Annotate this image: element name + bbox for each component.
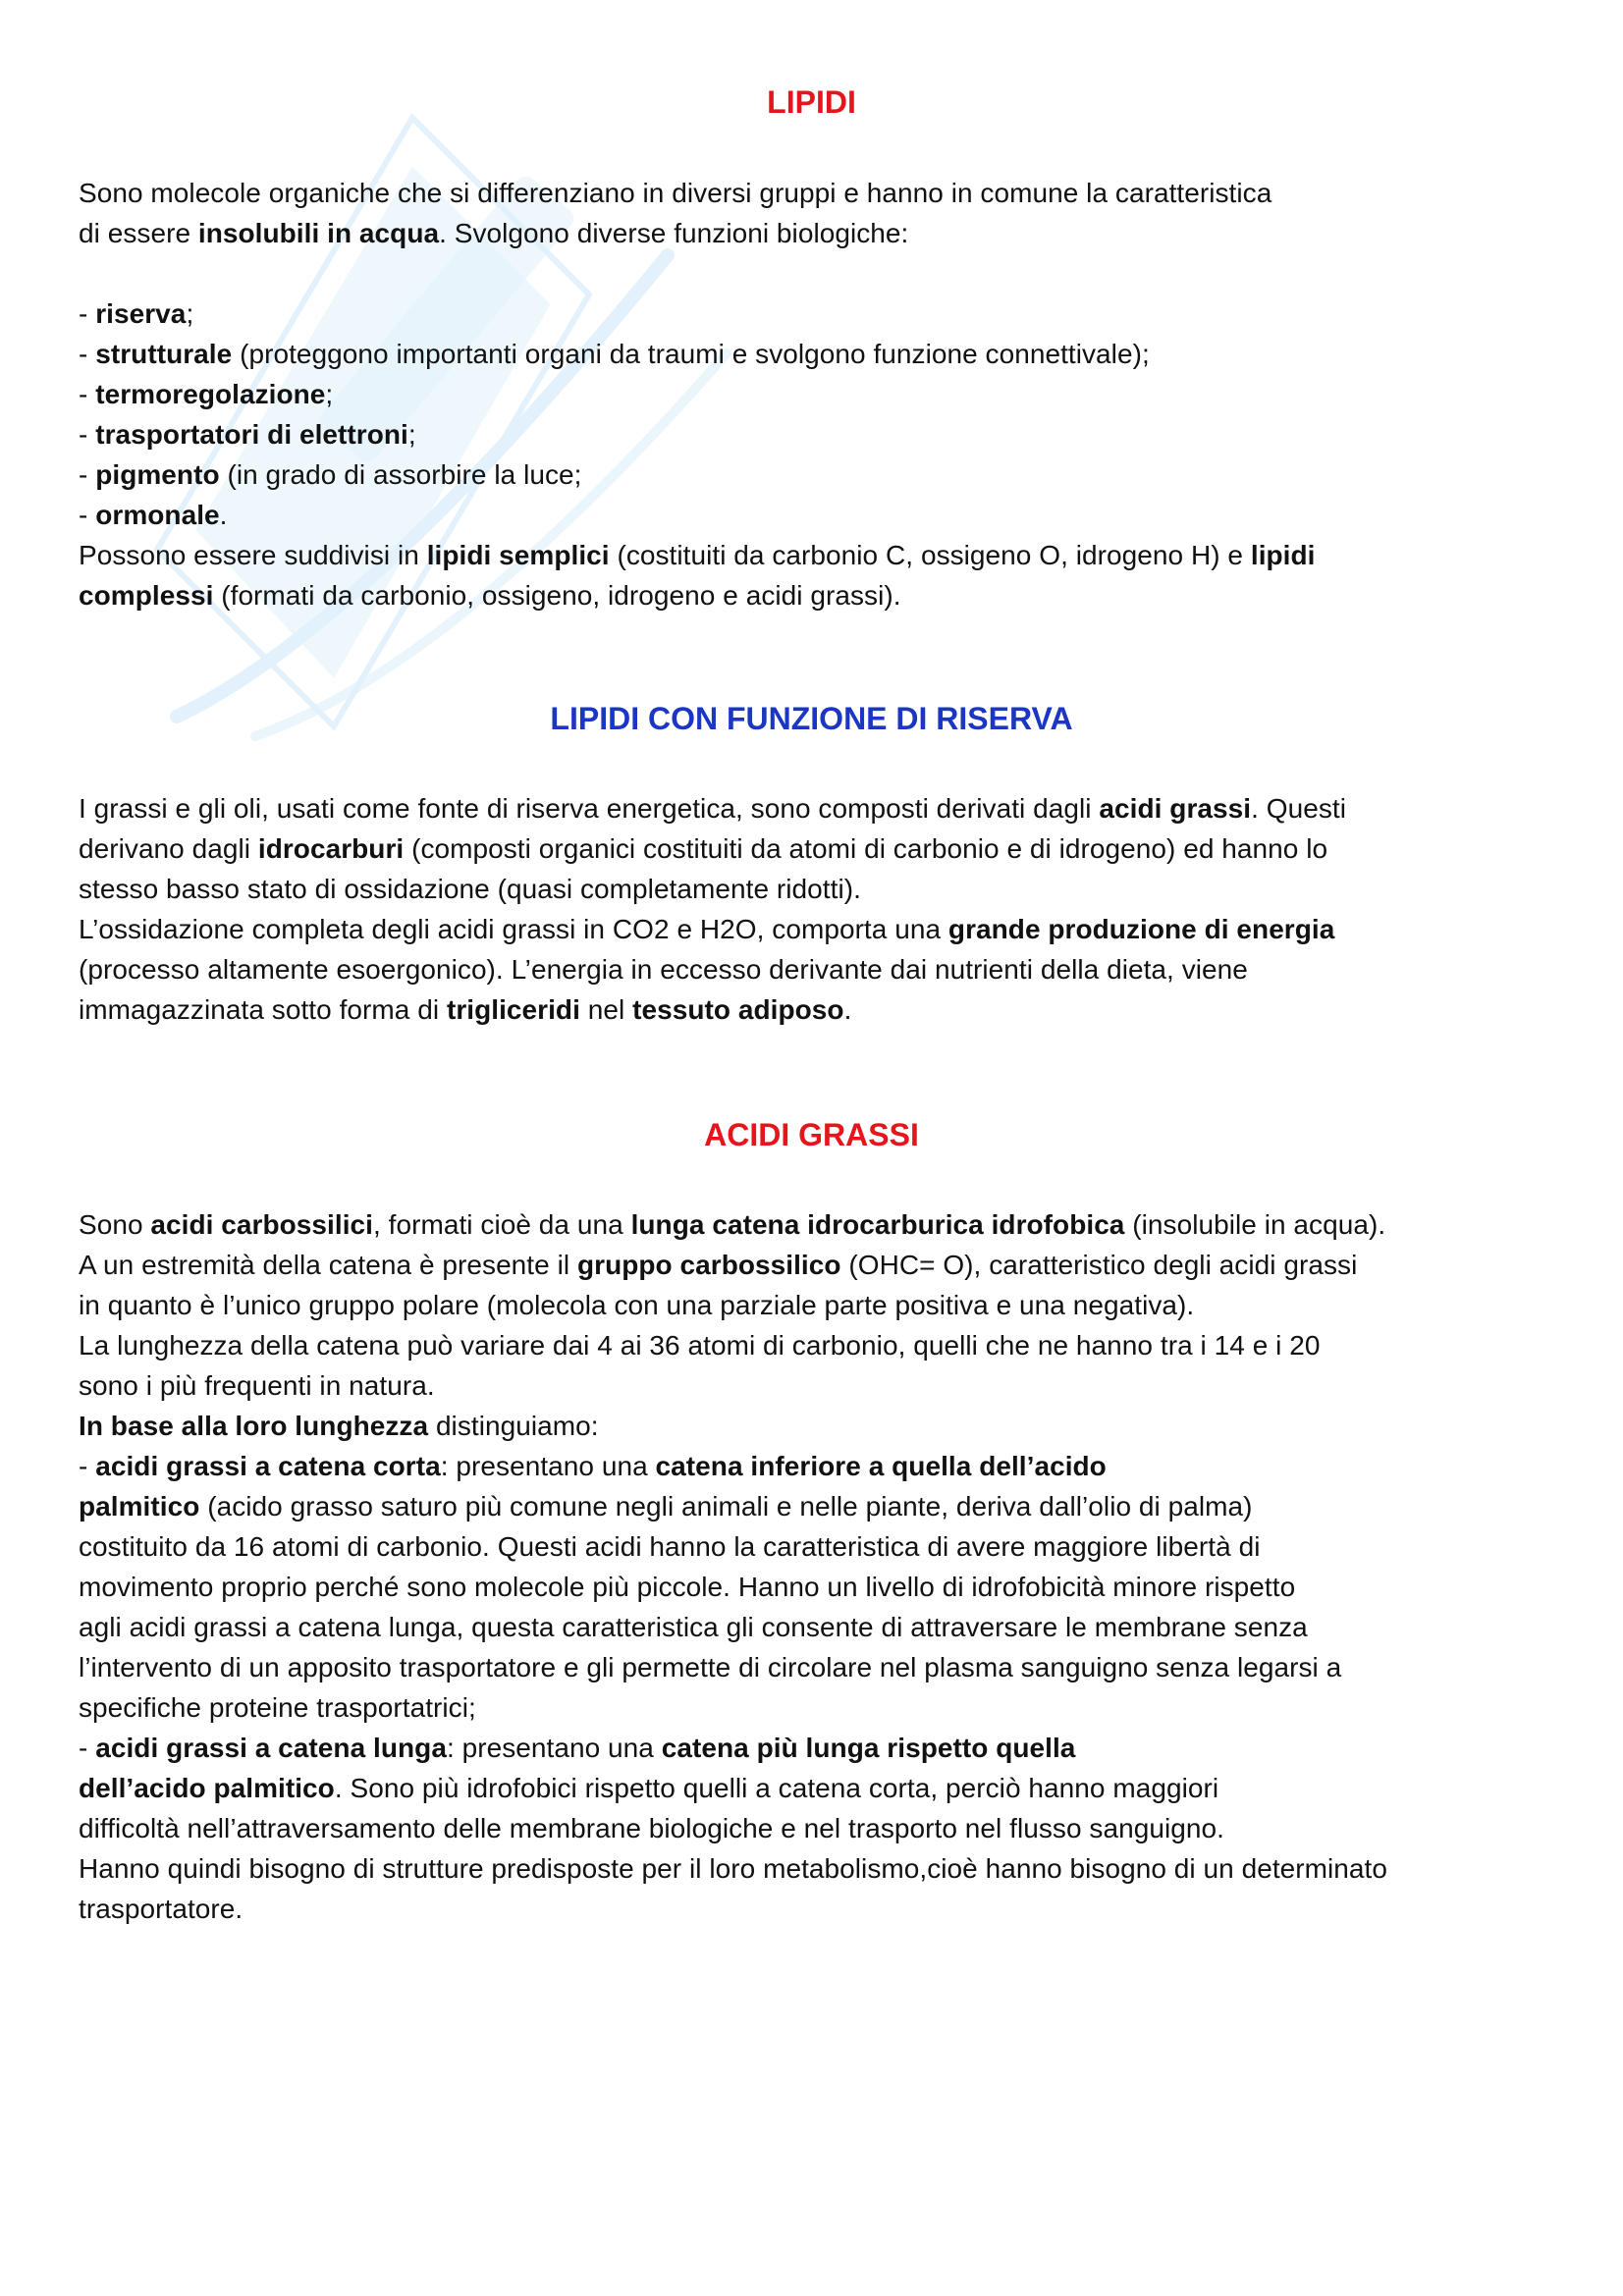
text-line bbox=[79, 1848, 1387, 1889]
list-item bbox=[79, 374, 333, 414]
text-line bbox=[79, 1647, 1341, 1687]
text-line bbox=[79, 535, 1316, 575]
text-run: nel bbox=[579, 994, 633, 1025]
bold-term: grande produzione di energia bbox=[947, 914, 1335, 944]
text-run: L’ossidazione completa degli acidi grassi in CO2 e H2O, comporta una bbox=[79, 914, 948, 944]
text-line bbox=[79, 173, 1271, 213]
text-line bbox=[79, 1204, 1385, 1245]
bold-term: trasportatori di elettroni bbox=[95, 419, 408, 450]
bold-term: acidi grassi bbox=[1099, 793, 1252, 824]
text-run: (insolubile in acqua). bbox=[1124, 1209, 1386, 1240]
text-run: - bbox=[79, 1733, 96, 1763]
text-line bbox=[79, 1486, 1253, 1526]
bold-term: idrocarburi bbox=[257, 833, 405, 864]
list-item bbox=[79, 414, 416, 454]
text-run: (composti organici costituiti da atomi di carbonio e di idrogeno) ed hanno lo bbox=[404, 833, 1328, 864]
bold-term: riserva bbox=[95, 298, 187, 329]
text-run: (proteggono importanti organi da traumi e svolgono funzione connettivale); bbox=[232, 339, 1150, 369]
text-run: derivano dagli bbox=[79, 833, 258, 864]
text-run: , formati cioè da una bbox=[373, 1209, 631, 1240]
bold-term: pigmento bbox=[95, 459, 220, 490]
bold-term: tessuto adiposo bbox=[632, 994, 844, 1025]
bold-term: catena inferiore a quella dell’acido bbox=[655, 1451, 1107, 1481]
text-line bbox=[79, 1607, 1308, 1647]
text-line bbox=[79, 949, 1248, 989]
text-run: trasportatore. bbox=[79, 1894, 243, 1924]
text-run: I grassi e gli oli, usati come fonte di riserva energetica, sono composti derivati dagli bbox=[79, 793, 1100, 824]
heading-acidi-grassi: ACIDI GRASSI bbox=[704, 1117, 919, 1152]
text-run: ; bbox=[325, 379, 334, 409]
bold-term: catena più lunga rispetto quella bbox=[661, 1733, 1076, 1763]
text-run: (acido grasso saturo più comune negli animali e nelle piante, deriva dall’olio di palma) bbox=[199, 1491, 1253, 1522]
list-item bbox=[79, 294, 193, 334]
text-line bbox=[79, 1768, 1218, 1808]
bold-term: acidi grassi a catena corta bbox=[95, 1451, 441, 1481]
text-line bbox=[79, 788, 1346, 828]
text-run: specifiche proteine trasportatrici; bbox=[79, 1692, 476, 1723]
text-run: . bbox=[219, 500, 228, 530]
text-run: di essere bbox=[79, 218, 198, 248]
text-run: Hanno quindi bisogno di strutture predisposte per il loro metabolismo,cioè hanno bisogno di un determinato bbox=[79, 1853, 1388, 1884]
text-line bbox=[79, 1325, 1321, 1365]
bold-term: lipidi bbox=[1250, 540, 1316, 570]
list-item bbox=[79, 454, 582, 495]
heading-riserva: LIPIDI CON FUNZIONE DI RISERVA bbox=[550, 701, 1073, 736]
text-line bbox=[79, 989, 851, 1030]
heading-lipidi: LIPIDI bbox=[767, 84, 856, 120]
text-line bbox=[79, 1406, 599, 1446]
text-run: (OHC= O), caratteristico degli acidi grassi bbox=[840, 1250, 1358, 1280]
bold-term: trigliceridi bbox=[446, 994, 580, 1025]
text-run: . Questi bbox=[1251, 793, 1346, 824]
text-run: Sono bbox=[79, 1209, 151, 1240]
text-run: A un estremità della catena è presente il bbox=[79, 1250, 577, 1280]
bold-term: lipidi semplici bbox=[426, 540, 610, 570]
text-line bbox=[79, 213, 908, 253]
text-line bbox=[79, 1567, 1295, 1607]
text-line bbox=[79, 1808, 1224, 1848]
text-line bbox=[79, 1889, 243, 1929]
text-run: - bbox=[79, 1451, 96, 1481]
list-item bbox=[79, 1446, 1107, 1486]
bold-term: dell’acido palmitico bbox=[79, 1773, 335, 1803]
text-run: Possono essere suddivisi in bbox=[79, 540, 427, 570]
text-run: Sono molecole organiche che si differenziano in diversi gruppi e hanno in comune la caratteristica bbox=[79, 178, 1272, 208]
text-line bbox=[79, 1365, 435, 1406]
text-run: La lunghezza della catena può variare dai 4 ai 36 atomi di carbonio, quelli che ne hanno tra i 14 e i 20 bbox=[79, 1330, 1321, 1361]
text-line bbox=[79, 1285, 1194, 1325]
bold-term: In base alla loro lunghezza bbox=[79, 1411, 429, 1441]
text-run: - bbox=[79, 339, 96, 369]
text-run: . Sono più idrofobici rispetto quelli a catena corta, perciò hanno maggiori bbox=[334, 1773, 1219, 1803]
text-run: l’intervento di un apposito trasportatore e gli permette di circolare nel plasma sanguigno senza legarsi a bbox=[79, 1652, 1342, 1682]
text-run: - bbox=[79, 419, 96, 450]
bold-term: complessi bbox=[79, 580, 214, 611]
text-line bbox=[79, 1245, 1357, 1285]
bold-term: strutturale bbox=[95, 339, 233, 369]
text-run: sono i più frequenti in natura. bbox=[79, 1370, 435, 1401]
text-line bbox=[79, 1687, 476, 1728]
list-item bbox=[79, 1728, 1075, 1768]
text-run: difficoltà nell’attraversamento delle membrane biologiche e nel trasporto nel flusso sanguigno. bbox=[79, 1813, 1224, 1843]
text-run: . bbox=[843, 994, 852, 1025]
text-line bbox=[79, 575, 901, 615]
text-run: (processo altamente esoergonico). L’energia in eccesso derivante dai nutrienti della dieta, viene bbox=[79, 954, 1248, 985]
bold-term: acidi grassi a catena lunga bbox=[95, 1733, 447, 1763]
text-run: agli acidi grassi a catena lunga, questa caratteristica gli consente di attraversare le membrane senza bbox=[79, 1612, 1308, 1642]
text-run: movimento proprio perché sono molecole più piccole. Hanno un livello di idrofobicità minore rispetto bbox=[79, 1572, 1296, 1602]
bold-term: insolubili in acqua bbox=[197, 218, 440, 248]
text-line bbox=[79, 869, 861, 909]
text-run: (costituiti da carbonio C, ossigeno O, idrogeno H) e bbox=[609, 540, 1251, 570]
bold-term: termoregolazione bbox=[95, 379, 326, 409]
bold-term: ormonale bbox=[95, 500, 220, 530]
text-run: - bbox=[79, 459, 96, 490]
bold-term: acidi carbossilici bbox=[150, 1209, 373, 1240]
text-run: : presentano una bbox=[446, 1733, 662, 1763]
text-line bbox=[79, 828, 1327, 869]
text-run: - bbox=[79, 379, 96, 409]
text-run: - bbox=[79, 298, 96, 329]
text-run: (formati da carbonio, ossigeno, idrogeno e acidi grassi). bbox=[213, 580, 901, 611]
text-run: - bbox=[79, 500, 96, 530]
text-run: distinguiamo: bbox=[428, 1411, 599, 1441]
text-run: (in grado di assorbire la luce; bbox=[219, 459, 582, 490]
bold-term: palmitico bbox=[79, 1491, 200, 1522]
text-run: in quanto è l’unico gruppo polare (molecola con una parziale parte positiva e una negativa). bbox=[79, 1290, 1195, 1320]
text-run: ; bbox=[186, 298, 194, 329]
text-line bbox=[79, 909, 1334, 949]
text-line bbox=[79, 1526, 1260, 1567]
list-item bbox=[79, 495, 228, 535]
text-run: stesso basso stato di ossidazione (quasi completamente ridotti). bbox=[79, 874, 861, 904]
bold-term: gruppo carbossilico bbox=[576, 1250, 841, 1280]
text-run: . Svolgono diverse funzioni biologiche: bbox=[439, 218, 909, 248]
text-run: : presentano una bbox=[440, 1451, 656, 1481]
text-run: immagazzinata sotto forma di bbox=[79, 994, 447, 1025]
list-item bbox=[79, 334, 1150, 374]
text-run: costituito da 16 atomi di carbonio. Questi acidi hanno la caratteristica di avere maggiore libertà di bbox=[79, 1531, 1261, 1562]
bold-term: lunga catena idrocarburica idrofobica bbox=[630, 1209, 1125, 1240]
text-run: ; bbox=[407, 419, 416, 450]
